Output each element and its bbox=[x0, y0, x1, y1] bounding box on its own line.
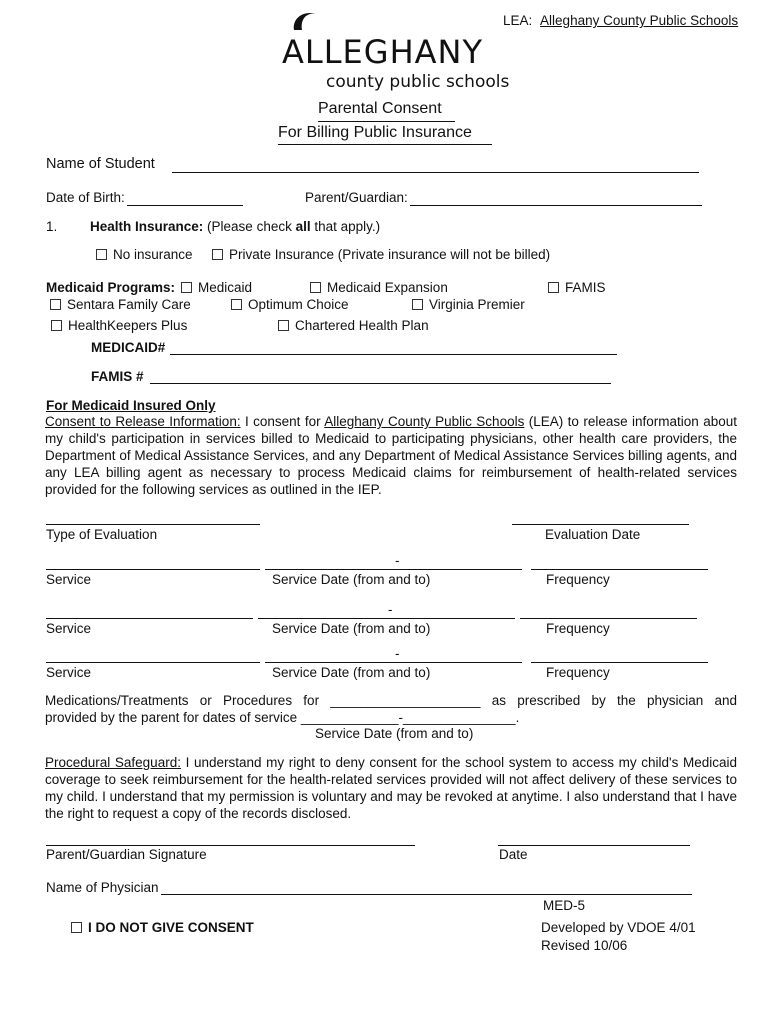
service-date-dash-2: - bbox=[388, 602, 393, 617]
frequency-label-1: Frequency bbox=[546, 572, 610, 587]
frequency-label-3: Frequency bbox=[546, 665, 610, 680]
checkbox-icon[interactable] bbox=[50, 299, 61, 310]
service-date-label-3: Service Date (from and to) bbox=[272, 665, 431, 680]
health-insurance-label: Health Insurance: bbox=[90, 219, 204, 234]
form-code: MED-5 bbox=[543, 898, 586, 913]
service-date-field-1[interactable] bbox=[265, 569, 522, 570]
lea-label: LEA: bbox=[503, 13, 533, 28]
medicaid-number-field[interactable] bbox=[170, 354, 617, 355]
student-name-field[interactable] bbox=[172, 172, 699, 173]
program-label: Medicaid bbox=[198, 280, 253, 295]
service-date-label-2: Service Date (from and to) bbox=[272, 621, 431, 636]
medicaid-programs-label: Medicaid Programs: bbox=[46, 280, 176, 295]
parent-signature-field[interactable] bbox=[46, 845, 415, 846]
consent-paragraph bbox=[45, 413, 737, 498]
service-field-3[interactable] bbox=[46, 662, 260, 663]
checkbox-icon[interactable] bbox=[96, 249, 107, 260]
checkbox-icon[interactable] bbox=[231, 299, 242, 310]
program-label: Medicaid Expansion bbox=[327, 280, 448, 295]
program-medicaid[interactable] bbox=[181, 280, 252, 295]
lea-line bbox=[503, 13, 738, 28]
parent-guardian-label: Parent/Guardian: bbox=[305, 190, 408, 205]
revised-date: Revised 10/06 bbox=[541, 938, 628, 953]
safeguard-heading: Procedural Safeguard: bbox=[45, 755, 181, 770]
frequency-field-2[interactable] bbox=[520, 618, 697, 619]
program-label: FAMIS bbox=[565, 280, 606, 295]
evaluation-type-field[interactable] bbox=[46, 524, 260, 525]
program-chartered-health[interactable] bbox=[278, 318, 429, 333]
safeguard-text: I understand my right to deny consent for the school system to access my child's Medicaid coverage to seek reimbursement for the health-related services provided will not affect delivery of these services to my child. I understand that my permission is voluntary and may be revoked at anytime. I also understand that I have the right to request a copy of the records disclosed. bbox=[45, 755, 738, 821]
option-no-insurance[interactable] bbox=[96, 247, 193, 262]
logo-main-text: ALLEGHANY bbox=[282, 33, 483, 71]
famis-number-field[interactable] bbox=[150, 383, 611, 384]
service-field-2[interactable] bbox=[46, 618, 253, 619]
logo-sub-text: county public schools bbox=[326, 72, 510, 92]
frequency-field-1[interactable] bbox=[531, 569, 708, 570]
option-label: No insurance bbox=[113, 247, 193, 262]
program-label: Chartered Health Plan bbox=[295, 318, 429, 333]
consent-subheading: Consent to Release Information: bbox=[45, 414, 241, 429]
medications-date-caption: Service Date (from and to) bbox=[315, 726, 474, 741]
program-label: Sentara Family Care bbox=[67, 297, 191, 312]
program-label: HealthKeepers Plus bbox=[68, 318, 188, 333]
option-label: Private Insurance (Private insurance will not be billed) bbox=[229, 247, 551, 262]
frequency-label-2: Frequency bbox=[546, 621, 610, 636]
consent-heading: For Medicaid Insured Only bbox=[46, 398, 216, 413]
service-date-field-2[interactable] bbox=[258, 618, 515, 619]
checkbox-icon[interactable] bbox=[548, 282, 559, 293]
service-label-1: Service bbox=[46, 572, 92, 587]
dob-label: Date of Birth: bbox=[46, 190, 125, 205]
student-name-label: Name of Student bbox=[46, 156, 155, 172]
checkbox-icon[interactable] bbox=[181, 282, 192, 293]
program-famis[interactable] bbox=[548, 280, 606, 295]
dob-field[interactable] bbox=[127, 205, 243, 206]
physician-label: Name of Physician bbox=[46, 880, 159, 895]
service-date-field-3[interactable] bbox=[265, 662, 522, 663]
program-medicaid-expansion[interactable] bbox=[310, 280, 448, 295]
health-insurance-note-post: that apply.) bbox=[310, 219, 381, 234]
signature-date-label: Date bbox=[499, 847, 528, 862]
service-date-dash-1: - bbox=[395, 553, 400, 568]
consent-text-pre: I consent for bbox=[240, 414, 325, 429]
medications-line-2: provided by the parent for dates of service _____________-_______________. bbox=[45, 710, 520, 725]
checkbox-icon[interactable] bbox=[51, 320, 62, 331]
program-healthkeepers[interactable] bbox=[51, 318, 187, 333]
consent-text-post: (LEA) to release information about my child's participation in services billed to Medicaid to participating physicians, other health care providers, the Department of Medical Assistance Services, and any Department of Medical Assistance Services billing agents, and any LEA billing agent as necessary to process Medicaid claims for reimbursement of health-related services provided for the following services as outlined in the IEP. bbox=[45, 414, 737, 497]
checkbox-icon[interactable] bbox=[212, 249, 223, 260]
parent-signature-label: Parent/Guardian Signature bbox=[46, 847, 207, 862]
program-virginia-premier[interactable] bbox=[412, 297, 525, 312]
consent-lea-name: Alleghany County Public Schools bbox=[324, 414, 525, 429]
physician-name-field[interactable] bbox=[161, 894, 692, 895]
service-label-3: Service bbox=[46, 665, 92, 680]
title-line-2: For Billing Public Insurance bbox=[278, 124, 472, 141]
checkbox-icon[interactable] bbox=[412, 299, 423, 310]
program-optimum-choice[interactable] bbox=[231, 297, 349, 312]
checkbox-icon[interactable] bbox=[278, 320, 289, 331]
lea-value: Alleghany County Public Schools bbox=[540, 13, 739, 28]
section-number: 1. bbox=[46, 219, 58, 234]
developed-by: Developed by VDOE 4/01 bbox=[541, 920, 696, 935]
medicaid-number-label: MEDICAID# bbox=[91, 340, 166, 355]
health-insurance-note-pre: (Please check bbox=[207, 219, 296, 234]
title-line-1: Parental Consent bbox=[318, 100, 442, 117]
program-sentara[interactable] bbox=[50, 297, 191, 312]
no-consent-label: I DO NOT GIVE CONSENT bbox=[88, 920, 254, 935]
famis-number-label: FAMIS # bbox=[91, 369, 144, 384]
parent-guardian-field[interactable] bbox=[410, 205, 702, 206]
evaluation-date-label: Evaluation Date bbox=[545, 527, 641, 542]
checkbox-icon[interactable] bbox=[71, 922, 82, 933]
service-date-label-1: Service Date (from and to) bbox=[272, 572, 431, 587]
signature-date-field[interactable] bbox=[498, 845, 690, 846]
medications-line-1: Medications/Treatments or Procedures for ____________________ as prescribed by the physician and bbox=[45, 693, 737, 708]
health-insurance-heading bbox=[90, 219, 380, 234]
checkbox-icon[interactable] bbox=[310, 282, 321, 293]
service-label-2: Service bbox=[46, 621, 92, 636]
health-insurance-note-bold: all bbox=[295, 219, 311, 234]
frequency-field-3[interactable] bbox=[531, 662, 708, 663]
service-date-dash-3: - bbox=[395, 646, 400, 661]
service-field-1[interactable] bbox=[46, 569, 260, 570]
evaluation-type-label: Type of Evaluation bbox=[46, 527, 158, 542]
program-label: Virginia Premier bbox=[429, 297, 525, 312]
no-consent-option[interactable] bbox=[71, 920, 254, 935]
option-private-insurance[interactable] bbox=[212, 247, 550, 262]
safeguard-paragraph bbox=[45, 754, 737, 822]
evaluation-date-field[interactable] bbox=[512, 524, 689, 525]
program-label: Optimum Choice bbox=[248, 297, 349, 312]
